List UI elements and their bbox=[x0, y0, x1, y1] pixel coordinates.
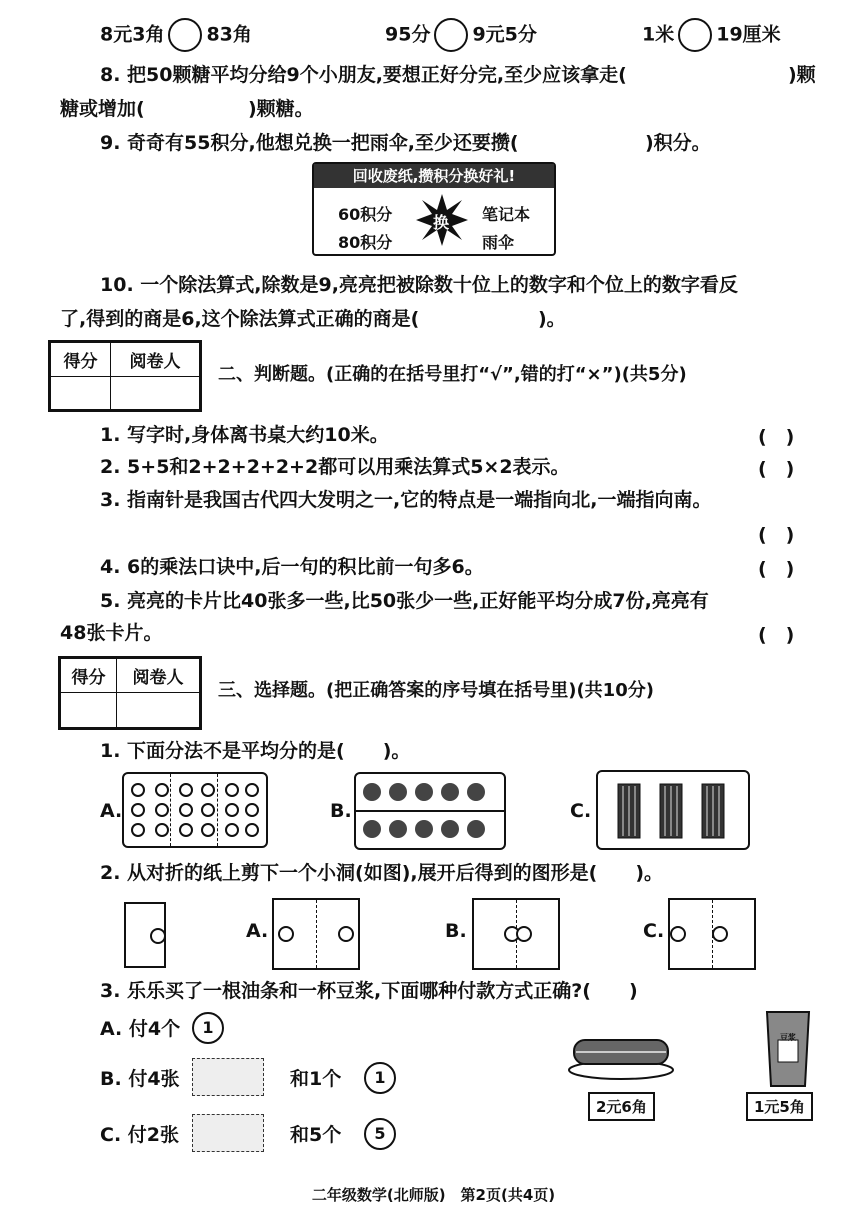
soymilk-cup-icon bbox=[765, 1010, 811, 1088]
cup-label: 豆浆 bbox=[780, 1033, 796, 1042]
price-youtiao: 2元6角 bbox=[588, 1092, 655, 1121]
page-footer: 二年级数学(北师版) 第2页(共4页) bbox=[311, 1186, 556, 1204]
pay-b-label: B. 付4张 bbox=[100, 1068, 180, 1090]
q8-line2a: 糖或增加( bbox=[60, 98, 145, 120]
pay-b-and: 和1个 bbox=[290, 1068, 342, 1090]
compare-b-left: 95分 bbox=[385, 23, 431, 46]
judge-item-2: 2. 5+5和2+2+2+2+2都可以用乘法算式5×2表示。 bbox=[100, 456, 570, 478]
q1-opt-c-label: C. bbox=[570, 800, 592, 822]
score-box-3 bbox=[58, 656, 202, 730]
pay-c-and: 和5个 bbox=[290, 1124, 342, 1146]
banknote-icon bbox=[192, 1058, 264, 1096]
compare-a-left: 8元3角 bbox=[100, 23, 165, 46]
score-cell[interactable] bbox=[61, 693, 117, 728]
q2-opt-b-label: B. bbox=[445, 920, 467, 942]
sign-title: 回收废纸,攒积分换好礼! bbox=[314, 164, 554, 188]
stick-bundles-icon bbox=[598, 772, 748, 848]
q9-text: 9. 奇奇有55积分,他想兑换一把雨伞,至少还要攒( bbox=[100, 132, 519, 154]
choice-q2: 2. 从对折的纸上剪下一个小洞(如图),展开后得到的图形是( )。 bbox=[100, 862, 664, 884]
choice-q1: 1. 下面分法不是平均分的是( )。 bbox=[100, 740, 411, 762]
q8-line2b: )颗糖。 bbox=[248, 98, 314, 120]
q10-line2a: 了,得到的商是6,这个除法算式正确的商是( bbox=[60, 308, 420, 330]
q2-option-c[interactable] bbox=[668, 898, 756, 970]
q8-line1-end: )颗 bbox=[788, 64, 816, 86]
q1-opt-a-label: A. bbox=[100, 800, 123, 822]
compare-b-right: 9元5分 bbox=[472, 23, 537, 46]
points-sign bbox=[312, 162, 556, 256]
price-soymilk: 1元5角 bbox=[746, 1092, 813, 1121]
judge-item-4: 4. 6的乘法口诀中,后一句的积比前一句多6。 bbox=[100, 556, 484, 578]
q2-option-a[interactable] bbox=[272, 898, 360, 970]
judge-item-5: 5. 亮亮的卡片比40张多一些,比50张少一些,正好能平均分成7份,亮亮有 bbox=[100, 590, 709, 612]
score-label: 得分 bbox=[61, 659, 117, 693]
section3-title: 三、选择题。(把正确答案的序号填在括号里)(共10分) bbox=[218, 680, 654, 701]
sign-row2-left: 80积分 bbox=[338, 233, 393, 252]
judge-item-1: 1. 写字时,身体离书桌大约10米。 bbox=[100, 424, 389, 446]
coin-1-icon: 1 bbox=[364, 1062, 396, 1094]
folded-paper bbox=[124, 902, 166, 968]
judge-paren-5[interactable]: ( ) bbox=[758, 624, 795, 646]
pay-a-label: A. 付4个 bbox=[100, 1018, 181, 1040]
grader-label: 阅卷人 bbox=[116, 659, 199, 693]
fruit-icon-group bbox=[356, 774, 504, 848]
q1-opt-b-label: B. bbox=[330, 800, 352, 822]
q1-option-c[interactable] bbox=[596, 770, 750, 850]
q2-opt-a-label: A. bbox=[246, 920, 269, 942]
q1-option-b[interactable] bbox=[354, 772, 506, 850]
judge-paren-4[interactable]: ( ) bbox=[758, 558, 795, 580]
sign-center: 换 bbox=[433, 213, 450, 232]
compare-c bbox=[642, 18, 781, 52]
compare-b bbox=[385, 18, 537, 52]
compare-b-circle[interactable] bbox=[434, 18, 468, 52]
q1-option-a[interactable] bbox=[122, 772, 268, 848]
judge-paren-1[interactable]: ( ) bbox=[758, 426, 795, 448]
grader-cell[interactable] bbox=[110, 377, 199, 410]
judge-paren-2[interactable]: ( ) bbox=[758, 458, 795, 480]
compare-c-circle[interactable] bbox=[678, 18, 712, 52]
section2-title: 二、判断题。(正确的在括号里打“√”,错的打“×”)(共5分) bbox=[218, 364, 687, 385]
score-box-2 bbox=[48, 340, 202, 412]
q10-line2b: )。 bbox=[538, 308, 566, 330]
coin-5-icon: 5 bbox=[364, 1118, 396, 1150]
compare-c-right: 19厘米 bbox=[716, 23, 781, 46]
judge-item-5b: 48张卡片。 bbox=[60, 622, 163, 644]
coin-1-icon: 1 bbox=[192, 1012, 224, 1044]
compare-a-right: 83角 bbox=[206, 23, 252, 46]
q2-option-b[interactable] bbox=[472, 898, 560, 970]
dots-grid-icon bbox=[124, 774, 266, 846]
q2-opt-c-label: C. bbox=[643, 920, 665, 942]
choice-q3: 3. 乐乐买了一根油条和一杯豆浆,下面哪种付款方式正确?( ) bbox=[100, 980, 638, 1002]
q10-line1: 10. 一个除法算式,除数是9,亮亮把被除数十位上的数字和个位上的数字看反 bbox=[100, 274, 738, 296]
compare-a-circle[interactable] bbox=[168, 18, 202, 52]
q9-text-end: )积分。 bbox=[645, 132, 711, 154]
sign-row1-left: 60积分 bbox=[338, 205, 393, 224]
judge-paren-3[interactable]: ( ) bbox=[758, 524, 795, 546]
grader-label: 阅卷人 bbox=[110, 343, 199, 377]
grader-cell[interactable] bbox=[116, 693, 199, 728]
banknote-icon bbox=[192, 1114, 264, 1152]
compare-row bbox=[100, 18, 252, 52]
judge-item-3: 3. 指南针是我国古代四大发明之一,它的特点是一端指向北,一端指向南。 bbox=[100, 489, 712, 511]
score-label: 得分 bbox=[51, 343, 111, 377]
sign-row1-right: 笔记本 bbox=[482, 205, 531, 224]
pay-c-label: C. 付2张 bbox=[100, 1124, 179, 1146]
sign-row2-right: 雨伞 bbox=[482, 233, 515, 252]
score-cell[interactable] bbox=[51, 377, 111, 410]
q8-text: 8. 把50颗糖平均分给9个小朋友,要想正好分完,至少应该拿走( bbox=[100, 64, 627, 86]
q8-line1 bbox=[100, 62, 627, 88]
compare-c-left: 1米 bbox=[642, 23, 675, 46]
youtiao-icon bbox=[566, 1026, 676, 1082]
